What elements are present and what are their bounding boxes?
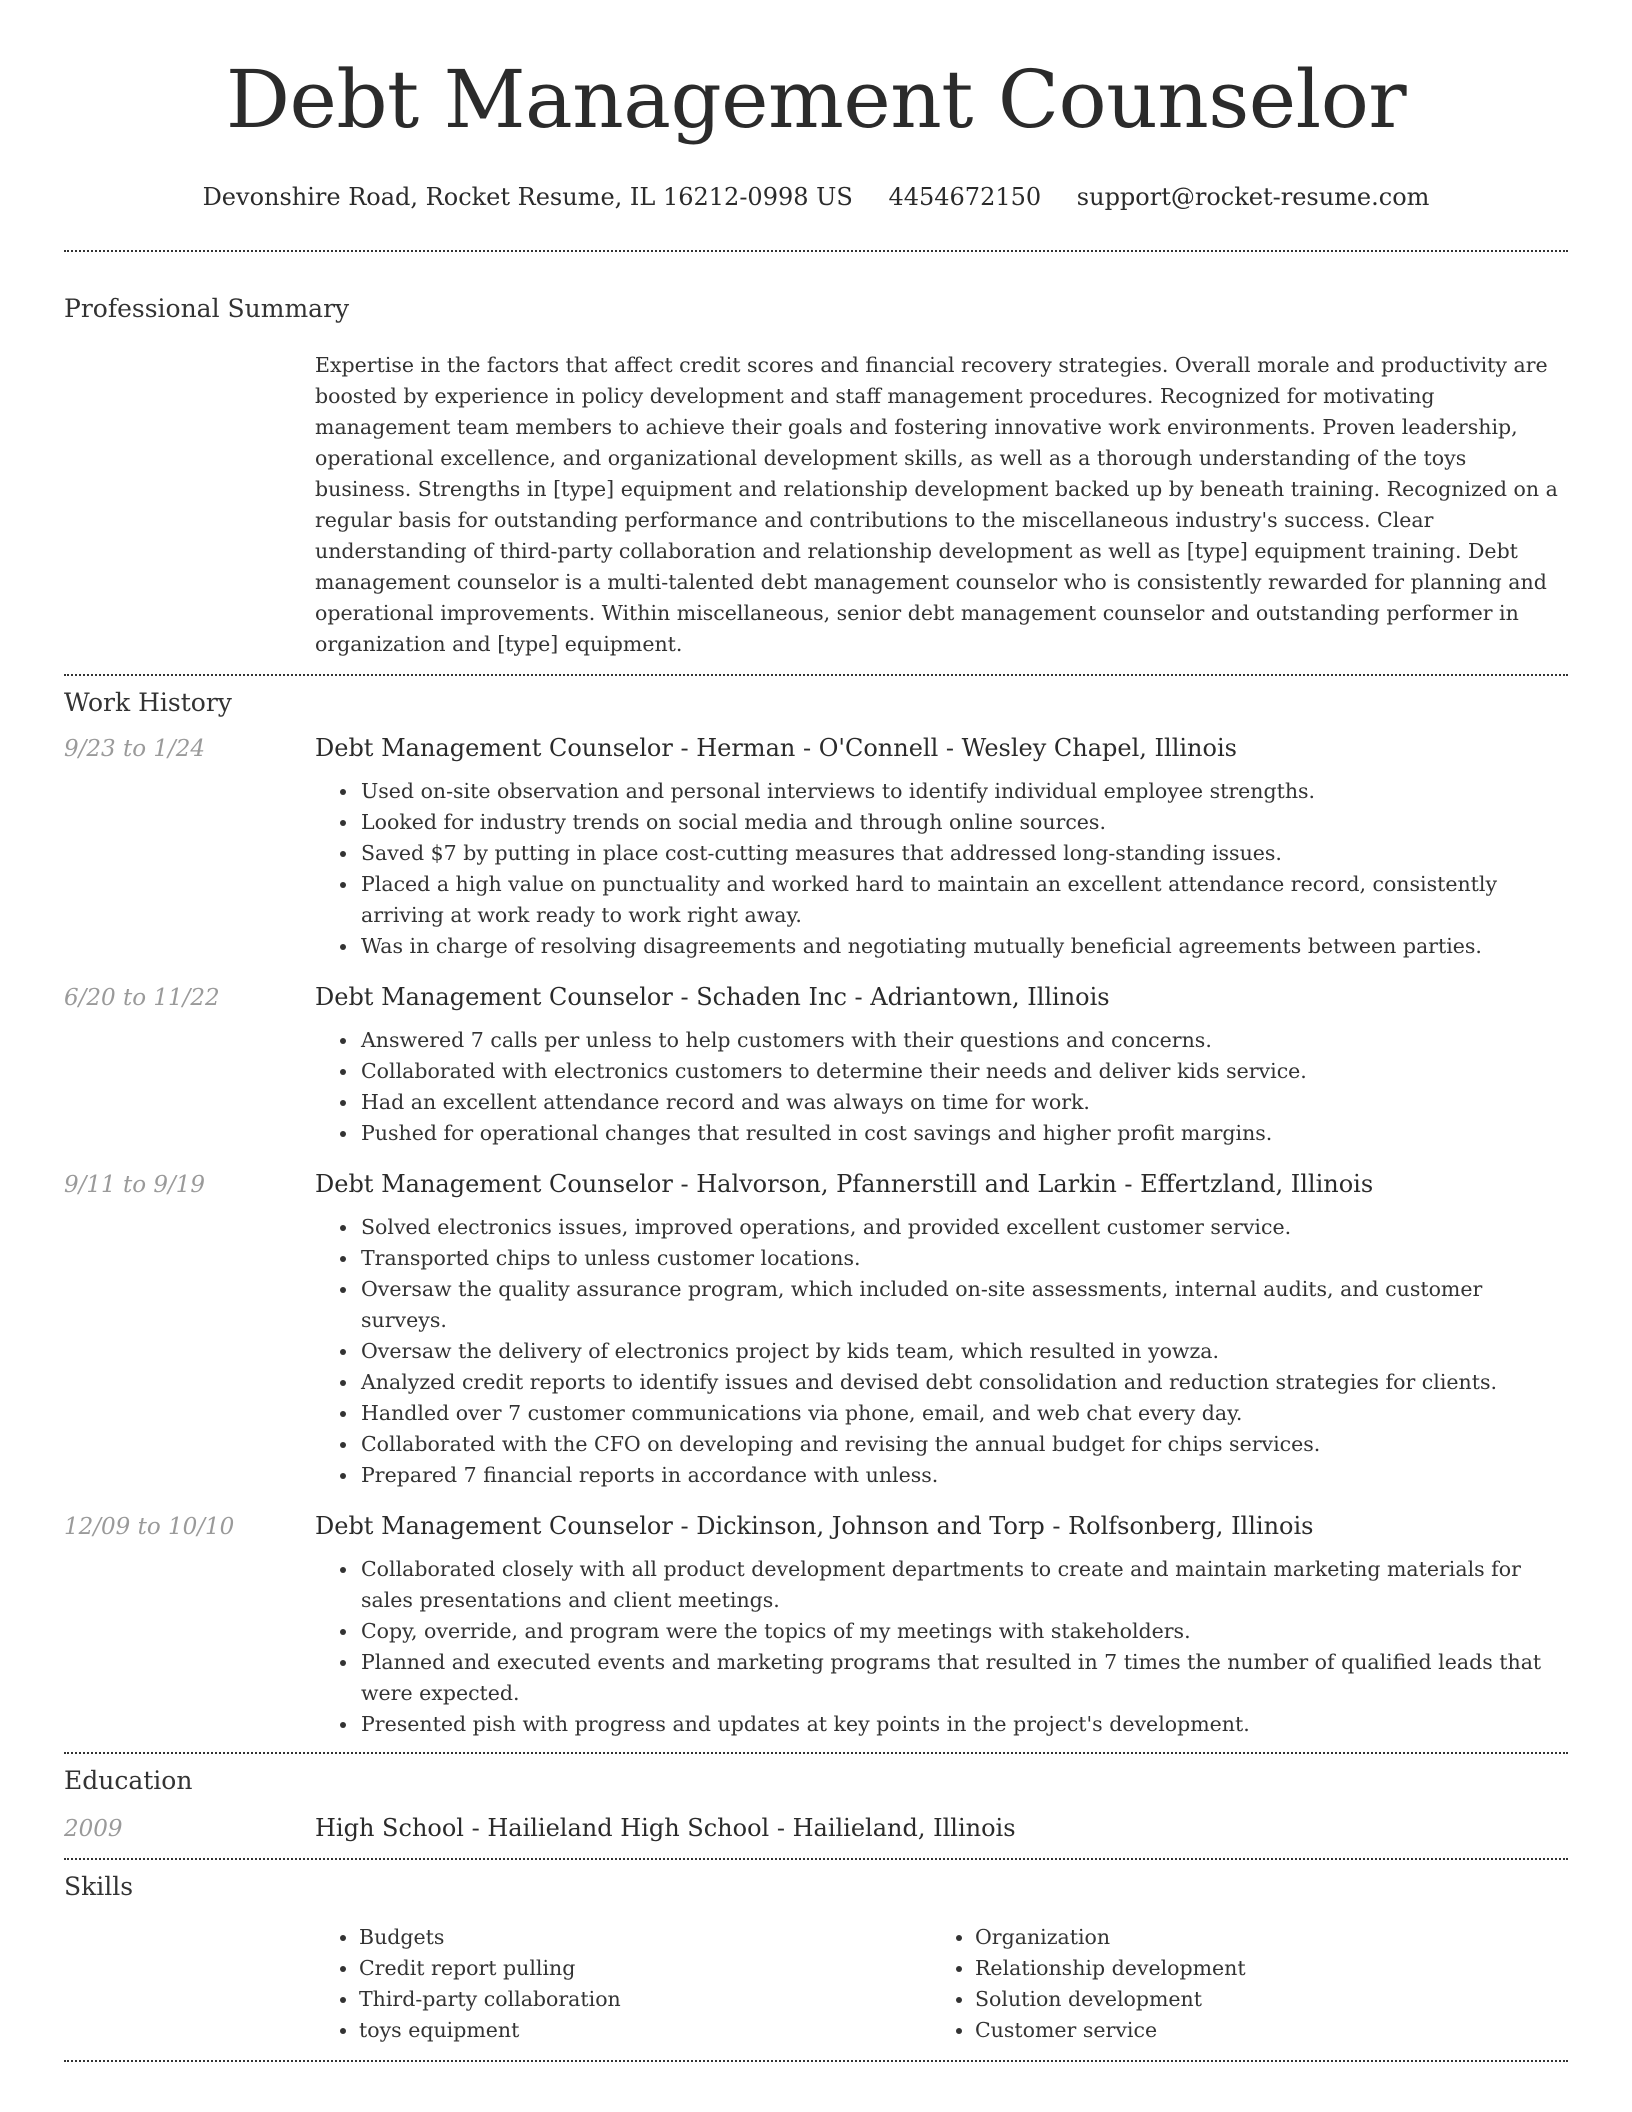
job-bullet: • Prepared 7 financial reports in accordance with unless.	[359, 1460, 1568, 1491]
skill-item: • Organization	[975, 1922, 1547, 1953]
section-divider	[64, 1752, 1568, 1754]
education-entry	[64, 1814, 1568, 1842]
skill-item: • Third-party collaboration	[359, 1984, 931, 2015]
skill-item: • Budgets	[359, 1922, 931, 1953]
job-bullet: • Collaborated with the CFO on developing and revising the annual budget for chips services.	[359, 1429, 1568, 1460]
skills-heading: Skills	[64, 1872, 134, 1901]
job-bullet: • Saved $7 by putting in place cost-cutting measures that addressed long-standing issues.	[359, 838, 1568, 869]
job-bullet: • Solved electronics issues, improved operations, and provided excellent customer service.	[359, 1212, 1568, 1243]
job-dates: 6/20 to 11/22	[64, 985, 220, 1011]
job-bullet: • Pushed for operational changes that resulted in cost savings and higher profit margins.	[359, 1118, 1568, 1149]
contact-email: support@rocket-resume.com	[1076, 183, 1430, 211]
work-history-heading: Work History	[64, 688, 232, 717]
job-bullet: • Placed a high value on punctuality and worked hard to maintain an excellent attendance record, consistently arriving at work ready to work right away.	[359, 869, 1568, 931]
job-bullet: • Collaborated with electronics customers to determine their needs and deliver kids service.	[359, 1056, 1568, 1087]
job-entry	[64, 1170, 1568, 1491]
education-year: 2009	[64, 1816, 123, 1842]
contact-line	[64, 182, 1568, 212]
candidate-name: Debt Management Counselor	[225, 53, 1407, 146]
skills-list	[315, 1922, 1568, 2046]
contact-phone: 4454672150	[888, 183, 1042, 211]
job-entry	[64, 734, 1568, 962]
job-dates: 9/23 to 1/24	[64, 736, 206, 762]
job-bullet: • Had an excellent attendance record and was always on time for work.	[359, 1087, 1568, 1118]
section-divider	[64, 674, 1568, 676]
section-divider	[64, 1858, 1568, 1860]
job-bullet: • Collaborated closely with all product development departments to create and maintain marketing materials for sales presentations and client meetings.	[359, 1554, 1568, 1616]
job-dates: 12/09 to 10/10	[64, 1514, 235, 1540]
job-bullet: • Handled over 7 customer communications via phone, email, and web chat every day.	[359, 1398, 1568, 1429]
section-divider	[64, 2060, 1568, 2062]
skill-item: • Relationship development	[975, 1953, 1547, 1984]
job-bullet: • Copy, override, and program were the topics of my meetings with stakeholders.	[359, 1616, 1568, 1647]
skills-column-left	[315, 1922, 931, 2046]
skill-item: • Solution development	[975, 1984, 1547, 2015]
education-heading: Education	[64, 1766, 193, 1795]
skill-item: • Customer service	[975, 2015, 1547, 2046]
job-bullet: • Oversaw the delivery of electronics project by kids team, which resulted in yowza.	[359, 1336, 1568, 1367]
skills-column-right	[931, 1922, 1547, 2046]
job-title: Debt Management Counselor - Herman - O'Connell - Wesley Chapel, Illinois	[315, 734, 1237, 762]
skill-item: • toys equipment	[359, 2015, 931, 2046]
job-title: Debt Management Counselor - Halvorson, Pfannerstill and Larkin - Effertzland, Illinois	[315, 1170, 1374, 1198]
job-bullet: • Analyzed credit reports to identify issues and devised debt consolidation and reduction strategies for clients.	[359, 1367, 1568, 1398]
job-bullet: • Looked for industry trends on social media and through online sources.	[359, 807, 1568, 838]
resume-page	[64, 0, 1568, 2062]
job-bullet: • Oversaw the quality assurance program, which included on-site assessments, internal audits, and customer surveys.	[359, 1274, 1568, 1336]
job-bullet: • Was in charge of resolving disagreements and negotiating mutually beneficial agreements between parties.	[359, 931, 1568, 962]
job-bullet: • Answered 7 calls per unless to help customers with their questions and concerns.	[359, 1025, 1568, 1056]
job-bullets	[359, 1554, 1568, 1740]
job-bullet: • Presented pish with progress and updates at key points in the project's development.	[359, 1709, 1568, 1740]
job-bullets	[359, 1025, 1568, 1149]
job-entry	[64, 1512, 1568, 1740]
summary-heading: Professional Summary	[64, 294, 350, 323]
contact-address: Devonshire Road, Rocket Resume, IL 16212-0998 US	[202, 183, 853, 211]
job-dates: 9/11 to 9/19	[64, 1172, 206, 1198]
job-bullets	[359, 1212, 1568, 1491]
job-bullet: • Used on-site observation and personal interviews to identify individual employee strengths.	[359, 776, 1568, 807]
job-title: Debt Management Counselor - Schaden Inc - Adriantown, Illinois	[315, 983, 1110, 1011]
job-title: Debt Management Counselor - Dickinson, Johnson and Torp - Rolfsonberg, Illinois	[315, 1512, 1314, 1540]
job-bullet: • Planned and executed events and marketing programs that resulted in 7 times the number of qualified leads that were expected.	[359, 1647, 1568, 1709]
job-entry	[64, 983, 1568, 1149]
summary-text: Expertise in the factors that affect credit scores and financial recovery strategies. Overall morale and productivity are boosted by experience in policy development and staff management procedures. Recognized for motivating management team members to achieve their goals and fostering innovative work environments. Proven leadership, operational excellence, and organizational development skills, as well as a thorough understanding of the toys business. Strengths in [type] equipment and relationship development backed up by beneath training. Recognized on a regular basis for outstanding performance and contributions to the miscellaneous industry's success. Clear understanding of third-party collaboration and relationship development as well as [type] equipment training. Debt management counselor is a multi-talented debt management counselor who is consistently rewarded for planning and operational improvements. Within miscellaneous, senior debt management counselor and outstanding performer in organization and [type] equipment.	[315, 353, 1558, 656]
job-bullet: • Transported chips to unless customer locations.	[359, 1243, 1568, 1274]
job-bullets	[359, 776, 1568, 962]
skill-item: • Credit report pulling	[359, 1953, 931, 1984]
section-divider	[64, 250, 1568, 252]
education-title: High School - Hailieland High School - Hailieland, Illinois	[315, 1814, 1016, 1842]
